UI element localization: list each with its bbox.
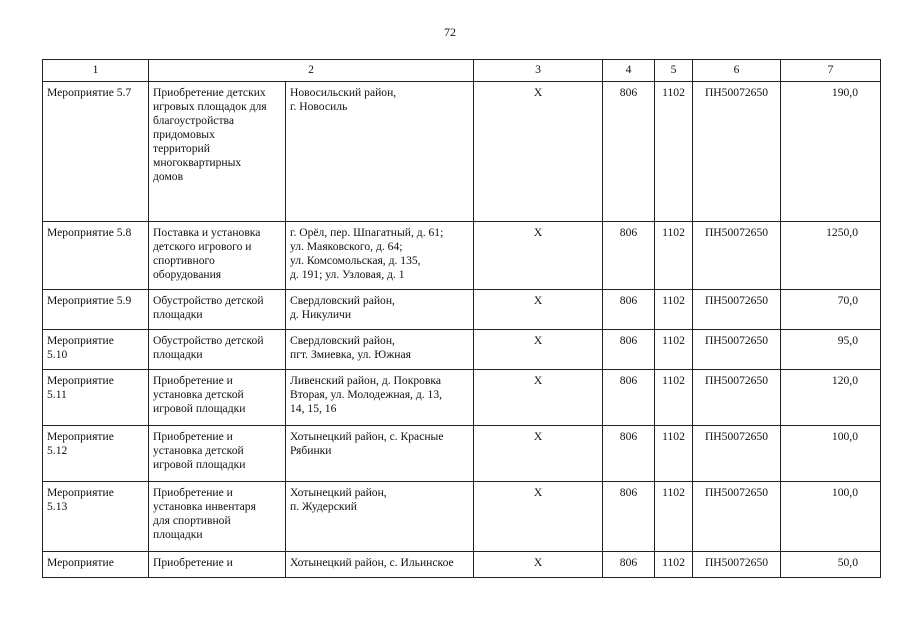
header-col-6: 6 [693, 60, 781, 82]
page-number: 72 [444, 25, 456, 39]
header-col-2: 2 [149, 60, 474, 82]
name-cell: Приобретение и установка детской игровой площадки [149, 426, 286, 482]
col3-cell: Х [474, 426, 603, 482]
location-cell: Хотынецкий район, с. Ильинское [286, 552, 474, 578]
header-col-3: 3 [474, 60, 603, 82]
col4-cell: 806 [603, 290, 655, 330]
col7-cell: 1250,0 [781, 222, 881, 290]
col3-cell: Х [474, 82, 603, 222]
col6-cell: ПН50072650 [693, 82, 781, 222]
col6-cell: ПН50072650 [693, 370, 781, 426]
col6-cell: ПН50072650 [693, 222, 781, 290]
event-cell: Мероприятие 5.10 [43, 330, 149, 370]
col3-cell: Х [474, 482, 603, 552]
name-cell: Приобретение и установка инвентаря для спортивной площадки [149, 482, 286, 552]
table-row [43, 552, 881, 578]
name-cell: Приобретение детских игровых площадок для благоустройства придомовых территорий многоквартирных домов [149, 82, 286, 222]
header-col-7: 7 [781, 60, 881, 82]
event-cell: Мероприятие [43, 552, 149, 578]
col6-cell: ПН50072650 [693, 482, 781, 552]
location-cell: Свердловский район, д. Никуличи [286, 290, 474, 330]
col3-cell: Х [474, 552, 603, 578]
event-cell: Мероприятие 5.7 [43, 82, 149, 222]
col5-cell: 1102 [655, 330, 693, 370]
event-cell: Мероприятие 5.9 [43, 290, 149, 330]
col4-cell: 806 [603, 552, 655, 578]
event-cell: Мероприятие 5.13 [43, 482, 149, 552]
col5-cell: 1102 [655, 552, 693, 578]
table-row [43, 370, 881, 426]
location-cell: Хотынецкий район, с. Красные Рябинки [286, 426, 474, 482]
name-cell: Приобретение и установка детской игровой площадки [149, 370, 286, 426]
col7-cell: 95,0 [781, 330, 881, 370]
name-cell: Поставка и установка детского игрового и спортивного оборудования [149, 222, 286, 290]
location-cell: Хотынецкий район, п. Жудерский [286, 482, 474, 552]
col7-cell: 100,0 [781, 426, 881, 482]
col6-cell: ПН50072650 [693, 290, 781, 330]
col3-cell: Х [474, 222, 603, 290]
event-cell: Мероприятие 5.12 [43, 426, 149, 482]
col6-cell: ПН50072650 [693, 552, 781, 578]
table-row [43, 290, 881, 330]
header-col-1: 1 [43, 60, 149, 82]
col4-cell: 806 [603, 370, 655, 426]
event-cell: Мероприятие 5.8 [43, 222, 149, 290]
col6-cell: ПН50072650 [693, 330, 781, 370]
col7-cell: 100,0 [781, 482, 881, 552]
table-row [43, 82, 881, 222]
col3-cell: Х [474, 290, 603, 330]
location-cell: Ливенский район, д. Покровка Вторая, ул. Молодежная, д. 13, 14, 15, 16 [286, 370, 474, 426]
col7-cell: 190,0 [781, 82, 881, 222]
table-row [43, 330, 881, 370]
measures-table [42, 59, 881, 578]
col3-cell: Х [474, 370, 603, 426]
col3-cell: Х [474, 330, 603, 370]
header-col-4: 4 [603, 60, 655, 82]
header-col-5: 5 [655, 60, 693, 82]
col4-cell: 806 [603, 82, 655, 222]
name-cell: Обустройство детской площадки [149, 330, 286, 370]
col5-cell: 1102 [655, 426, 693, 482]
col5-cell: 1102 [655, 370, 693, 426]
table-row [43, 482, 881, 552]
location-cell: Свердловский район, пгт. Змиевка, ул. Южная [286, 330, 474, 370]
col7-cell: 50,0 [781, 552, 881, 578]
col4-cell: 806 [603, 222, 655, 290]
col7-cell: 70,0 [781, 290, 881, 330]
location-cell: г. Орёл, пер. Шпагатный, д. 61; ул. Маяковского, д. 64; ул. Комсомольская, д. 135, д. 191; ул. Узловая, д. 1 [286, 222, 474, 290]
col5-cell: 1102 [655, 482, 693, 552]
col4-cell: 806 [603, 482, 655, 552]
col5-cell: 1102 [655, 82, 693, 222]
table-header-row [43, 60, 881, 82]
table-row [43, 426, 881, 482]
location-cell: Новосильский район, г. Новосиль [286, 82, 474, 222]
col4-cell: 806 [603, 426, 655, 482]
col7-cell: 120,0 [781, 370, 881, 426]
name-cell: Обустройство детской площадки [149, 290, 286, 330]
name-cell: Приобретение и [149, 552, 286, 578]
col5-cell: 1102 [655, 222, 693, 290]
col4-cell: 806 [603, 330, 655, 370]
table-row [43, 222, 881, 290]
col5-cell: 1102 [655, 290, 693, 330]
col6-cell: ПН50072650 [693, 426, 781, 482]
event-cell: Мероприятие 5.11 [43, 370, 149, 426]
